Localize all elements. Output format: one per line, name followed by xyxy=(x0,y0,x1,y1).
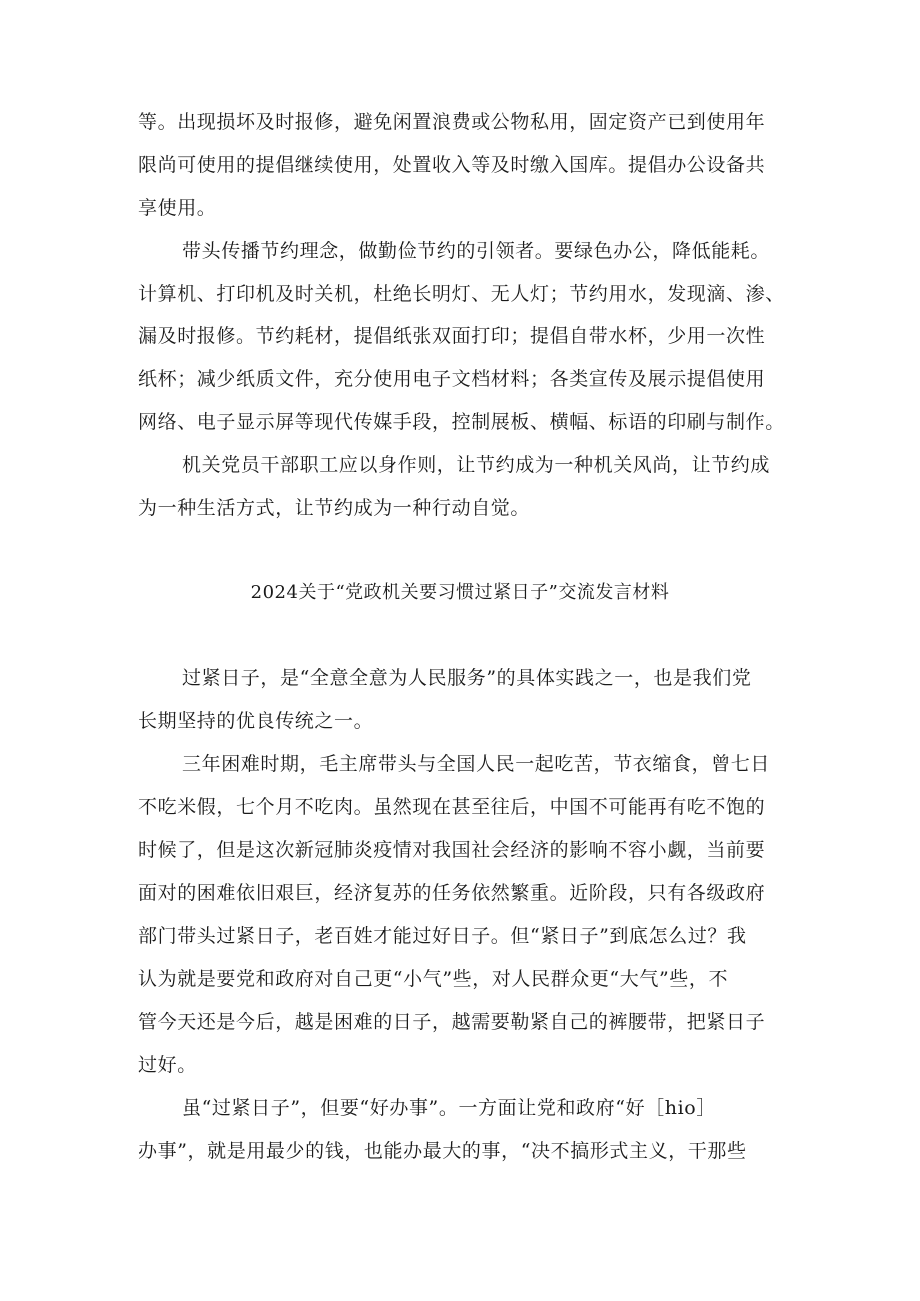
text-line: 享使用。 xyxy=(138,197,217,219)
text-line: 认为就是要党和政府对自己更“小气”些，对人民群众更“大气”些，不 xyxy=(138,968,729,990)
text-line: 面对的困难依旧艰巨，经济复苏的任务依然繁重。近阶段，只有各级政府 xyxy=(138,882,766,904)
text-line: 过好。 xyxy=(138,1054,197,1076)
text-line: 部门带头过紧日子，老百姓才能过好日子。但“紧日子”到底怎么过？我 xyxy=(138,925,747,947)
text-line: 漏及时报修。节约耗材，提倡纸张双面打印；提倡自带水杯，少用一次性 xyxy=(138,325,766,347)
text-line: 时候了，但是这次新冠肺炎疫情对我国社会经济的影响不容小觑，当前要 xyxy=(138,839,766,861)
text-line: 管今天还是今后，越是困难的日子，越需要勒紧自己的裤腰带，把紧日子 xyxy=(138,1011,766,1033)
text-line: 带头传播节约理念，做勤俭节约的引领者。要绿色办公，降低能耗。 xyxy=(182,240,771,262)
text-line: 为一种生活方式，让节约成为一种行动自觉。 xyxy=(138,497,531,519)
section-title: 2024关于“党政机关要习惯过紧日子”交流发言材料 xyxy=(250,582,670,603)
text-line: 等。出现损坏及时报修，避免闲置浪费或公物私用，固定资产已到使用年 xyxy=(138,111,766,133)
text-line: 长期坚持的优良传统之一。 xyxy=(138,710,374,732)
text-line: 限尚可使用的提倡继续使用，处置收入等及时缴入国库。提倡办公设备共 xyxy=(138,154,766,176)
text-line: 三年困难时期，毛主席带头与全国人民一起吃苦，节衣缩食，曾七日 xyxy=(182,753,771,775)
text-line: 虽“过紧日子”，但要“好办事”。一方面让党和政府“好［hio］ xyxy=(182,1097,716,1119)
text-line: 不吃米假，七个月不吃肉。虽然现在甚至往后，中国不可能再有吃不饱的 xyxy=(138,796,766,818)
text-line: 机关党员干部职工应以身作则，让节约成为一种机关风尚，让节约成 xyxy=(182,454,771,476)
text-line: 过紧日子，是“全意全意为人民服务”的具体实践之一，也是我们党 xyxy=(182,667,752,689)
text-line: 计算机、打印机及时关机，杜绝长明灯、无人灯；节约用水，发现滴、渗、 xyxy=(138,283,785,305)
text-line: 网络、电子显示屏等现代传媒手段，控制展板、横幅、标语的印刷与制作。 xyxy=(138,411,785,433)
text-line: 办事”，就是用最少的钱，也能办最大的事，“决不搞形式主义，干那些 xyxy=(138,1140,747,1162)
text-line: 纸杯；减少纸质文件，充分使用电子文档材料；各类宣传及展示提倡使用 xyxy=(138,368,766,390)
